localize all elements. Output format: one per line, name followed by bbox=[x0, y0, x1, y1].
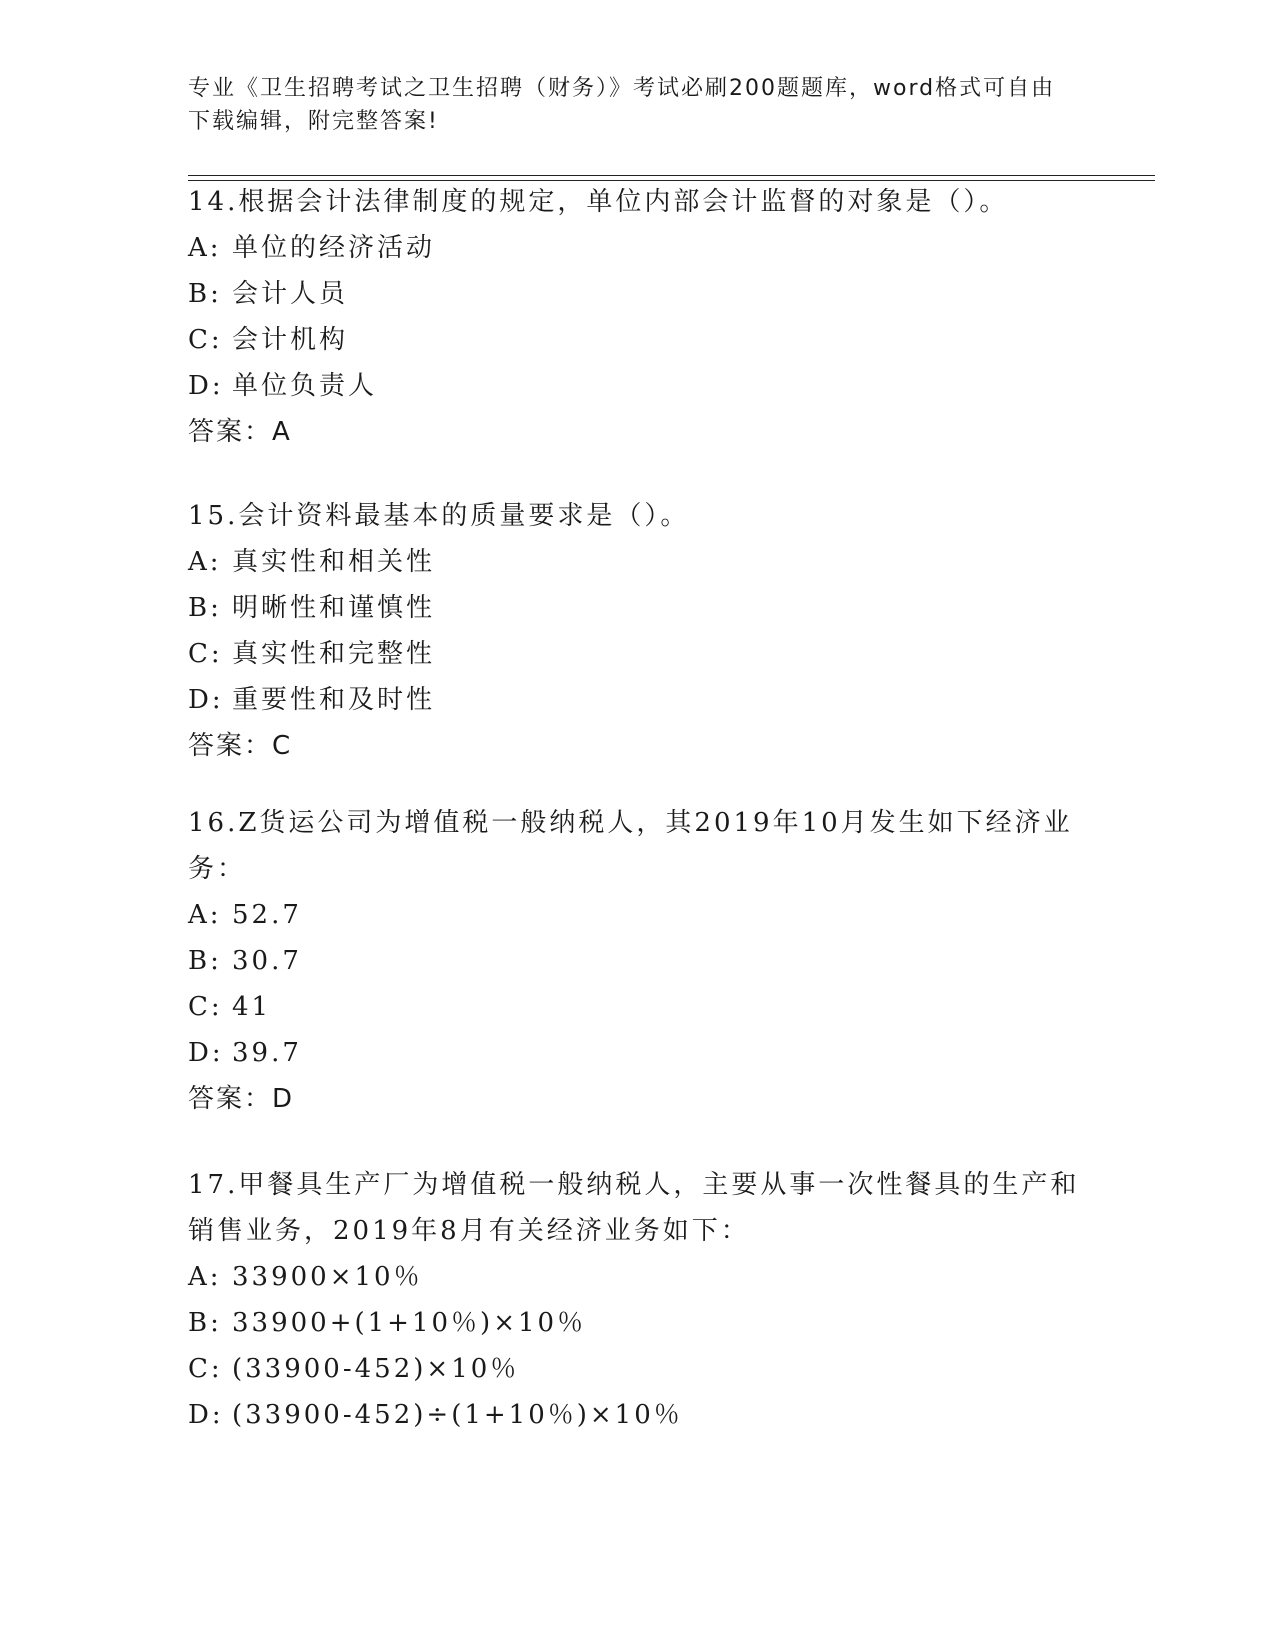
question-stem: 14.根据会计法律制度的规定，单位内部会计监督的对象是（）。 bbox=[188, 187, 1009, 217]
option-letter: B: bbox=[188, 946, 222, 976]
question-16 bbox=[188, 800, 1088, 1122]
option-c bbox=[188, 984, 1088, 1030]
option-text: 52.7 bbox=[232, 900, 302, 930]
document-header: 专业《卫生招聘考试之卫生招聘（财务）》考试必刷200题题库，word格式可自由下载编辑，附完整答案! bbox=[188, 76, 1056, 134]
option-letter: D: bbox=[188, 685, 224, 715]
option-text: 明晰性和谨慎性 bbox=[232, 593, 436, 623]
option-letter: B: bbox=[188, 1308, 222, 1338]
question-stem: 17.甲餐具生产厂为增值税一般纳税人，主要从事一次性餐具的生产和销售业务，2019年8月有关经济业务如下： bbox=[188, 1170, 1080, 1246]
option-text: 真实性和完整性 bbox=[232, 639, 436, 669]
option-d bbox=[188, 1030, 1088, 1076]
option-text: (33900-452)×10％ bbox=[232, 1354, 520, 1384]
option-letter: A: bbox=[188, 1262, 222, 1292]
option-letter: C: bbox=[188, 992, 223, 1022]
option-text: 会计机构 bbox=[232, 325, 349, 355]
option-a bbox=[188, 539, 1088, 585]
option-a bbox=[188, 225, 1088, 271]
option-text: 会计人员 bbox=[232, 279, 349, 309]
answer-label: 答案：A bbox=[188, 417, 292, 447]
option-text: 39.7 bbox=[232, 1038, 302, 1068]
option-d bbox=[188, 363, 1088, 409]
option-c bbox=[188, 1346, 1088, 1392]
question-stem: 15.会计资料最基本的质量要求是（）。 bbox=[188, 501, 690, 531]
option-text: 30.7 bbox=[232, 946, 302, 976]
option-letter: C: bbox=[188, 1354, 223, 1384]
question-15 bbox=[188, 493, 1088, 769]
option-b bbox=[188, 1300, 1088, 1346]
option-text: 重要性和及时性 bbox=[232, 685, 436, 715]
option-d bbox=[188, 1392, 1088, 1438]
option-text: 真实性和相关性 bbox=[232, 547, 436, 577]
option-letter: A: bbox=[188, 900, 222, 930]
header-divider-top bbox=[188, 175, 1155, 176]
option-a bbox=[188, 892, 1088, 938]
option-b bbox=[188, 585, 1088, 631]
answer-label: 答案：C bbox=[188, 731, 293, 761]
option-b bbox=[188, 271, 1088, 317]
option-letter: B: bbox=[188, 279, 222, 309]
option-letter: A: bbox=[188, 547, 222, 577]
option-letter: D: bbox=[188, 371, 224, 401]
question-17 bbox=[188, 1162, 1088, 1438]
option-letter: D: bbox=[188, 1400, 224, 1430]
question-14 bbox=[188, 179, 1088, 455]
question-stem: 16.Z货运公司为增值税一般纳税人，其2019年10月发生如下经济业务： bbox=[188, 808, 1073, 884]
option-d bbox=[188, 677, 1088, 723]
option-text: 单位的经济活动 bbox=[232, 233, 436, 263]
option-letter: C: bbox=[188, 325, 223, 355]
option-letter: A: bbox=[188, 233, 222, 263]
option-text: (33900-452)÷(1+10％)×10％ bbox=[232, 1400, 683, 1430]
option-c bbox=[188, 317, 1088, 363]
option-c bbox=[188, 631, 1088, 677]
option-a bbox=[188, 1254, 1088, 1300]
option-letter: B: bbox=[188, 593, 222, 623]
option-b bbox=[188, 938, 1088, 984]
option-letter: C: bbox=[188, 639, 223, 669]
option-text: 41 bbox=[232, 992, 272, 1022]
option-letter: D: bbox=[188, 1038, 224, 1068]
option-text: 33900×10％ bbox=[232, 1262, 423, 1292]
option-text: 单位负责人 bbox=[232, 371, 378, 401]
answer-label: 答案：D bbox=[188, 1084, 295, 1114]
option-text: 33900+(1+10％)×10％ bbox=[232, 1308, 587, 1338]
